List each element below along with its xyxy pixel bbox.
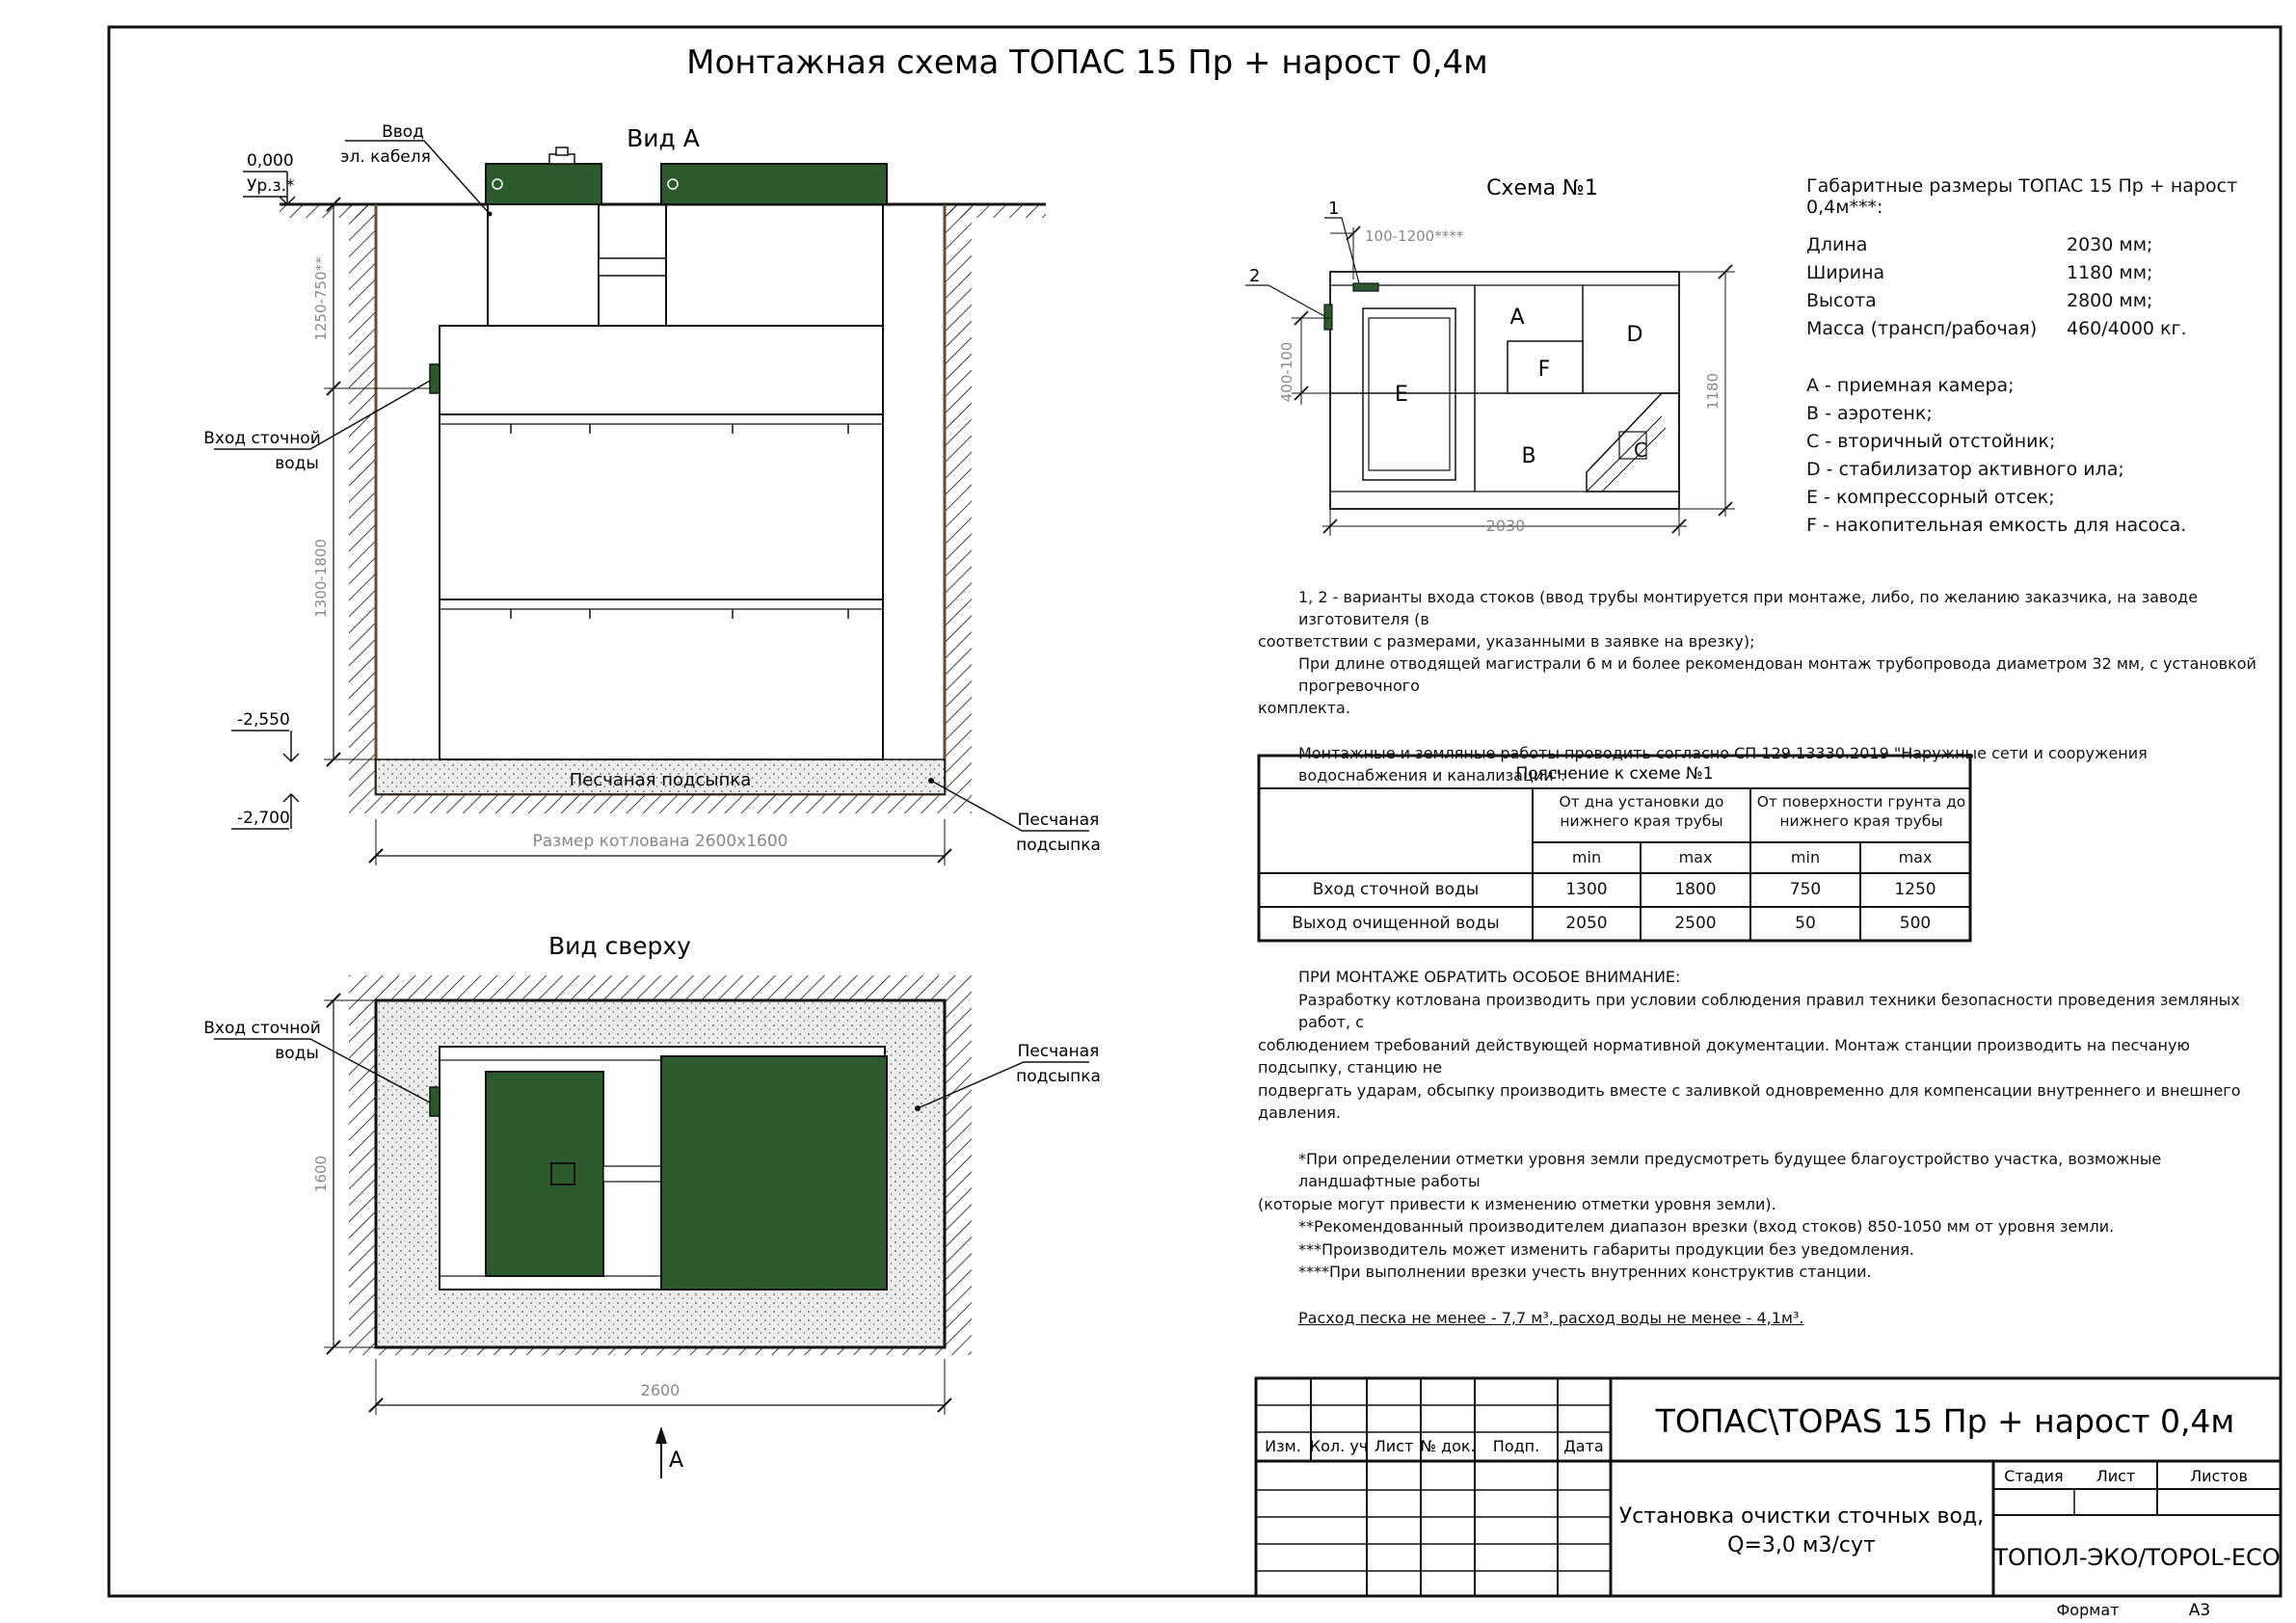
view-top-label: Вид сверху: [548, 932, 691, 960]
dim-value: 2030 мм;: [2067, 234, 2153, 255]
table-cell: 50: [1795, 914, 1816, 933]
top-lid-right: [661, 1056, 887, 1290]
dim-name: Масса (трансп/рабочая): [1806, 318, 2038, 339]
dim-value: 1180 мм;: [2067, 262, 2153, 283]
dim-name: Длина: [1806, 234, 1868, 255]
notes: 1, 2 - варианты входа стоков (ввод трубы монтируется при монтаже, либо, по желанию заказчика, на заводе изготовителя (в соответствии с размерами, указанными в заявке на врезку); При длине отводящей магистрали 6 м и более рекомендован монтаж трубопровода диаметром 32 мм, с установкой прогревочного комплекта. Монтажные и земляные работы проводить согласно СП 129.13330.2019 "Наружные сети и сооружения водоснабжения и канализации".: [1258, 588, 2256, 785]
svg-text:подсыпка: подсыпка: [1016, 1067, 1101, 1086]
svg-text:B: B: [1521, 444, 1536, 468]
dim-value: 460/4000 кг.: [2067, 318, 2187, 339]
legend-item: F - накопительная емкость для насоса.: [1806, 515, 2187, 536]
sand-bed-label: Песчаная подсыпка: [569, 770, 752, 790]
legend-item: B - аэротенк;: [1806, 403, 1933, 424]
svg-text:А3: А3: [2188, 1601, 2211, 1620]
svg-text:F: F: [1537, 358, 1551, 382]
svg-text:Листов: Листов: [2190, 1467, 2248, 1485]
svg-text:Вход сточной: Вход сточной: [203, 429, 321, 448]
dim-name: Высота: [1806, 290, 1877, 311]
svg-text:Размер котлована 2600x1600: Размер котлована 2600x1600: [532, 832, 788, 851]
svg-text:ТОПАС\TOPAS 15 Пр + нарост 0,4: ТОПАС\TOPAS 15 Пр + нарост 0,4м: [1655, 1402, 2235, 1440]
table-cell: 2500: [1674, 914, 1717, 933]
svg-text:Установка очистки сточных вод,: Установка очистки сточных вод,: [1618, 1504, 1985, 1529]
table-col-group-2: От поверхности грунта до нижнего края трубы: [1756, 793, 1966, 830]
svg-text:1300-1800: 1300-1800: [312, 539, 330, 618]
attention-notes: ПРИ МОНТАЖЕ ОБРАТИТЬ ОСОБОЕ ВНИМАНИЕ: Разработку котлована производить при условии соблюдения правил техники безопасности проведения земляных работ, с соблюдением требований действующей нормативной документации. Монтаж станции производить на песчаную подсыпку, станцию не подвергать ударам, обсыпку производить вместе с заливкой одновременно для компенсации внутреннего и внешнего давления. *При определении отметки уровня земли предусмотреть будущее благоустройство участка, возможные ландшафтные работы (которые могут привести к изменению отметки уровня земли). **Рекомендованный производителем диапазон врезки (вход стоков) 850-1050 мм от уровня земли. ***Производитель может изменить габариты продукции без уведомления. ****При выполнении врезки учесть внутренних конструктив станции. Расход песка не менее - 7,7 м³, расход воды не менее - 4,1м³.: [1258, 968, 2241, 1327]
view-a-label: Вид А: [627, 124, 700, 152]
svg-text:1180: 1180: [1704, 372, 1722, 411]
svg-text:Формат: Формат: [2056, 1601, 2120, 1619]
svg-text:Песчаная: Песчаная: [1017, 811, 1100, 830]
inlet-pipe: [430, 364, 440, 393]
lid-right: [661, 164, 887, 204]
svg-text:400-100: 400-100: [1278, 341, 1295, 403]
table-sub: max: [1898, 848, 1933, 866]
top-lid-left: [486, 1072, 603, 1276]
table-cell: 2050: [1565, 914, 1608, 933]
svg-text:2030: 2030: [1485, 517, 1526, 535]
svg-text:1250-750**: 1250-750**: [312, 256, 330, 341]
svg-text:Подп.: Подп.: [1492, 1437, 1540, 1455]
svg-text:Пояснение к схеме №1: Пояснение к схеме №1: [1515, 764, 1714, 784]
zone-legend: [1806, 372, 2269, 540]
svg-text:2600: 2600: [640, 1381, 681, 1399]
svg-text:-2,550: -2,550: [237, 710, 290, 730]
legend-item: E - компрессорный отсек;: [1806, 487, 2055, 508]
svg-text:Песчаная: Песчаная: [1017, 1042, 1100, 1061]
scheme-1: [1245, 176, 1735, 536]
svg-text:Ур.з.*: Ур.з.*: [247, 176, 295, 196]
legend-item: A - приемная камера;: [1806, 375, 2015, 396]
table-sub: min: [1571, 848, 1602, 866]
table-col-group-1: От дна установки до нижнего края трубы: [1559, 793, 1724, 830]
svg-text:Дата: Дата: [1563, 1437, 1604, 1455]
legend-item: C - вторичный отстойник;: [1806, 431, 2056, 452]
title-block: [1256, 1378, 2281, 1620]
view-a-section: [203, 122, 1101, 865]
svg-text:ТОПОЛ-ЭКО/TOPOL-ECO: ТОПОЛ-ЭКО/TOPOL-ECO: [1993, 1544, 2281, 1571]
svg-text:C: C: [1634, 439, 1647, 462]
svg-text:1: 1: [1328, 199, 1340, 219]
svg-text:Стадия: Стадия: [2004, 1467, 2064, 1485]
svg-text:E: E: [1395, 383, 1408, 407]
dim-value: 2800 мм;: [2067, 290, 2153, 311]
lid-left: [486, 164, 601, 204]
svg-text:Q=3,0 м3/сут: Q=3,0 м3/сут: [1727, 1533, 1876, 1557]
svg-text:1600: 1600: [312, 1155, 330, 1193]
svg-text:Лист: Лист: [1374, 1437, 1414, 1455]
table-sub: max: [1678, 848, 1713, 866]
svg-text:Изм.: Изм.: [1265, 1437, 1301, 1455]
view-top: [203, 932, 1101, 1478]
svg-text:Лист: Лист: [2096, 1467, 2136, 1485]
dimensions-title: Габаритные размеры ТОПАС 15 Пр + нарост 0,4м***:: [1806, 175, 2238, 218]
scheme-1-label: Схема №1: [1486, 176, 1598, 200]
table-sub: min: [1790, 848, 1821, 866]
table-cell: 500: [1899, 914, 1932, 933]
table-row-name: Выход очищенной воды: [1292, 914, 1500, 933]
svg-text:воды: воды: [275, 454, 319, 473]
svg-text:Ввод: Ввод: [382, 122, 424, 142]
table-cell: 750: [1789, 880, 1822, 899]
svg-text:-2,700: -2,700: [237, 809, 290, 828]
table-row-name: Вход сточной воды: [1312, 880, 1480, 899]
svg-text:A: A: [1509, 306, 1525, 330]
svg-text:A: A: [669, 1449, 684, 1473]
svg-text:D: D: [1626, 323, 1643, 347]
table-cell: 1800: [1674, 880, 1717, 899]
svg-text:100-1200****: 100-1200****: [1365, 227, 1464, 245]
svg-text:2: 2: [1249, 266, 1261, 286]
svg-text:Вход сточной: Вход сточной: [203, 1019, 321, 1038]
svg-text:эл. кабеля: эл. кабеля: [340, 147, 431, 167]
dimensions-list: [1806, 231, 2230, 343]
drawing-title: Монтажная схема ТОПАС 15 Пр + нарост 0,4м: [686, 43, 1488, 82]
svg-text:Кол. уч: Кол. уч: [1309, 1437, 1369, 1455]
svg-text:воды: воды: [275, 1044, 319, 1063]
legend-item: D - стабилизатор активного ила;: [1806, 459, 2124, 480]
svg-text:0,000: 0,000: [247, 151, 294, 171]
table-cell: 1250: [1894, 880, 1936, 899]
svg-text:№ док.: № док.: [1420, 1437, 1476, 1455]
table-cell: 1300: [1565, 880, 1608, 899]
svg-text:подсыпка: подсыпка: [1016, 836, 1101, 855]
dim-name: Ширина: [1806, 262, 1885, 283]
